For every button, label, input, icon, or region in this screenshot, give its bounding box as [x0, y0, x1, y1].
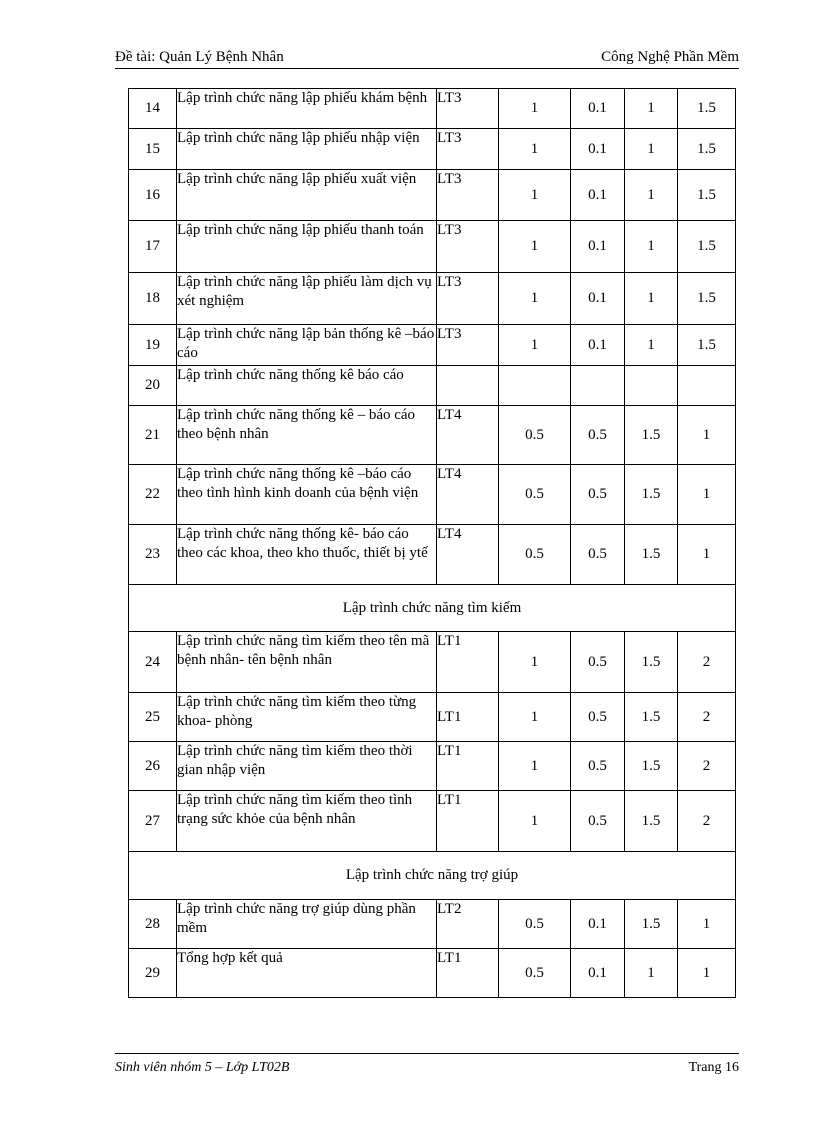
task-code: LT1 — [437, 632, 499, 693]
value-col-3: 1.5 — [625, 632, 678, 693]
task-code: LT4 — [437, 406, 499, 465]
value-col-4: 2 — [678, 693, 736, 742]
value-col-4: 1.5 — [678, 89, 736, 129]
value-col-4: 1.5 — [678, 325, 736, 366]
section-row — [129, 585, 736, 632]
value-col-2: 0.1 — [571, 949, 625, 998]
table-row — [129, 366, 736, 406]
value-col-4: 1.5 — [678, 221, 736, 273]
footer-group: Sinh viên nhóm 5 – Lớp LT02B — [115, 1060, 290, 1075]
value-col-4: 2 — [678, 632, 736, 693]
task-description: Lập trình chức năng lập phiếu nhập viện — [177, 129, 437, 170]
row-number: 21 — [129, 406, 177, 465]
row-number: 29 — [129, 949, 177, 998]
task-code: LT1 — [437, 791, 499, 852]
task-description: Lập trình chức năng tìm kiếm theo tình trạng sức khỏe của bệnh nhân — [177, 791, 437, 852]
row-number: 24 — [129, 632, 177, 693]
task-description: Lập trình chức năng thống kê –báo cáo theo tình hình kinh doanh của bệnh viện — [177, 465, 437, 525]
header-topic: Đề tài: Quản Lý Bệnh Nhân — [115, 49, 284, 65]
task-description: Lập trình chức năng tìm kiếm theo thời gian nhập viện — [177, 742, 437, 791]
value-col-1: 0.5 — [499, 949, 571, 998]
row-number: 19 — [129, 325, 177, 366]
value-col-1: 1 — [499, 742, 571, 791]
value-col-1: 1 — [499, 170, 571, 221]
task-table — [128, 88, 736, 998]
value-col-2: 0.5 — [571, 406, 625, 465]
value-col-3: 1.5 — [625, 693, 678, 742]
value-col-2: 0.1 — [571, 170, 625, 221]
value-col-1: 1 — [499, 89, 571, 129]
value-col-2: 0.5 — [571, 742, 625, 791]
table-row — [129, 406, 736, 465]
value-col-3: 1 — [625, 949, 678, 998]
value-col-3: 1 — [625, 325, 678, 366]
value-col-2 — [571, 366, 625, 406]
value-col-3: 1.5 — [625, 791, 678, 852]
value-col-4: 1.5 — [678, 273, 736, 325]
value-col-4: 2 — [678, 742, 736, 791]
task-code: LT3 — [437, 89, 499, 129]
row-number: 22 — [129, 465, 177, 525]
task-code: LT4 — [437, 465, 499, 525]
table-row — [129, 742, 736, 791]
value-col-2: 0.1 — [571, 273, 625, 325]
value-col-2: 0.1 — [571, 129, 625, 170]
row-number: 15 — [129, 129, 177, 170]
value-col-3: 1.5 — [625, 465, 678, 525]
value-col-2: 0.1 — [571, 325, 625, 366]
row-number: 27 — [129, 791, 177, 852]
task-description: Lập trình chức năng tìm kiếm theo từng khoa- phòng — [177, 693, 437, 742]
value-col-2: 0.5 — [571, 465, 625, 525]
value-col-4: 1 — [678, 525, 736, 585]
row-number: 28 — [129, 900, 177, 949]
task-description: Lập trình chức năng trợ giúp dùng phần mềm — [177, 900, 437, 949]
row-number: 20 — [129, 366, 177, 406]
task-description: Lập trình chức năng lập phiếu xuất viện — [177, 170, 437, 221]
task-description: Lập trình chức năng thống kê- báo cáo theo các khoa, theo kho thuốc, thiết bị ytế — [177, 525, 437, 585]
value-col-1: 1 — [499, 129, 571, 170]
task-code: LT2 — [437, 900, 499, 949]
value-col-3: 1 — [625, 129, 678, 170]
value-col-2: 0.1 — [571, 900, 625, 949]
value-col-4: 1 — [678, 465, 736, 525]
value-col-1: 1 — [499, 325, 571, 366]
task-code: LT3 — [437, 170, 499, 221]
task-description: Lập trình chức năng thống kê – báo cáo theo bệnh nhân — [177, 406, 437, 465]
task-code: LT3 — [437, 221, 499, 273]
task-description: Lập trình chức năng lập phiếu thanh toán — [177, 221, 437, 273]
value-col-3: 1.5 — [625, 525, 678, 585]
task-description: Lập trình chức năng tìm kiếm theo tên mã bệnh nhân- tên bệnh nhân — [177, 632, 437, 693]
value-col-2: 0.1 — [571, 89, 625, 129]
row-number: 16 — [129, 170, 177, 221]
task-description: Lập trình chức năng lập phiếu khám bệnh — [177, 89, 437, 129]
row-number: 14 — [129, 89, 177, 129]
task-table-body — [129, 89, 736, 998]
task-description: Lập trình chức năng thống kê báo cáo — [177, 366, 437, 406]
value-col-4: 1 — [678, 406, 736, 465]
value-col-2: 0.5 — [571, 791, 625, 852]
value-col-1: 0.5 — [499, 900, 571, 949]
task-code: LT3 — [437, 273, 499, 325]
value-col-1: 1 — [499, 632, 571, 693]
page-header — [115, 48, 739, 69]
table-row — [129, 325, 736, 366]
value-col-3: 1 — [625, 221, 678, 273]
value-col-4 — [678, 366, 736, 406]
task-code: LT1 — [437, 742, 499, 791]
page-footer — [115, 1053, 739, 1076]
value-col-4: 1 — [678, 900, 736, 949]
table-row — [129, 900, 736, 949]
task-code: LT3 — [437, 325, 499, 366]
value-col-1: 0.5 — [499, 406, 571, 465]
table-row — [129, 791, 736, 852]
row-number: 25 — [129, 693, 177, 742]
row-number: 18 — [129, 273, 177, 325]
value-col-4: 1 — [678, 949, 736, 998]
value-col-3: 1 — [625, 89, 678, 129]
value-col-4: 1.5 — [678, 170, 736, 221]
table-row — [129, 273, 736, 325]
value-col-2: 0.1 — [571, 221, 625, 273]
task-description: Lập trình chức năng lập bản thống kê –báo cáo — [177, 325, 437, 366]
table-row — [129, 89, 736, 129]
value-col-3: 1 — [625, 273, 678, 325]
task-code: LT1 — [437, 949, 499, 998]
task-code: LT3 — [437, 129, 499, 170]
table-row — [129, 949, 736, 998]
section-row — [129, 852, 736, 900]
value-col-1: 1 — [499, 221, 571, 273]
page-number: Trang 16 — [688, 1060, 739, 1075]
task-description: Lập trình chức năng lập phiếu làm dịch vụ xét nghiệm — [177, 273, 437, 325]
value-col-4: 2 — [678, 791, 736, 852]
table-row — [129, 693, 736, 742]
task-code — [437, 366, 499, 406]
table-row — [129, 170, 736, 221]
table-row — [129, 632, 736, 693]
row-number: 26 — [129, 742, 177, 791]
value-col-3: 1 — [625, 170, 678, 221]
value-col-1: 1 — [499, 791, 571, 852]
value-col-3 — [625, 366, 678, 406]
value-col-2: 0.5 — [571, 632, 625, 693]
value-col-1: 1 — [499, 693, 571, 742]
value-col-1 — [499, 366, 571, 406]
row-number: 23 — [129, 525, 177, 585]
row-number: 17 — [129, 221, 177, 273]
table-row — [129, 465, 736, 525]
value-col-4: 1.5 — [678, 129, 736, 170]
value-col-1: 0.5 — [499, 465, 571, 525]
header-subject: Công Nghệ Phần Mềm — [601, 49, 739, 65]
value-col-1: 0.5 — [499, 525, 571, 585]
table-row — [129, 129, 736, 170]
section-title: Lập trình chức năng trợ giúp — [129, 852, 736, 900]
section-title: Lập trình chức năng tìm kiếm — [129, 585, 736, 632]
value-col-3: 1.5 — [625, 742, 678, 791]
task-code: LT1 — [437, 693, 499, 742]
value-col-1: 1 — [499, 273, 571, 325]
table-row — [129, 525, 736, 585]
value-col-3: 1.5 — [625, 406, 678, 465]
value-col-2: 0.5 — [571, 693, 625, 742]
value-col-3: 1.5 — [625, 900, 678, 949]
table-row — [129, 221, 736, 273]
task-code: LT4 — [437, 525, 499, 585]
task-description: Tổng hợp kết quả — [177, 949, 437, 998]
value-col-2: 0.5 — [571, 525, 625, 585]
